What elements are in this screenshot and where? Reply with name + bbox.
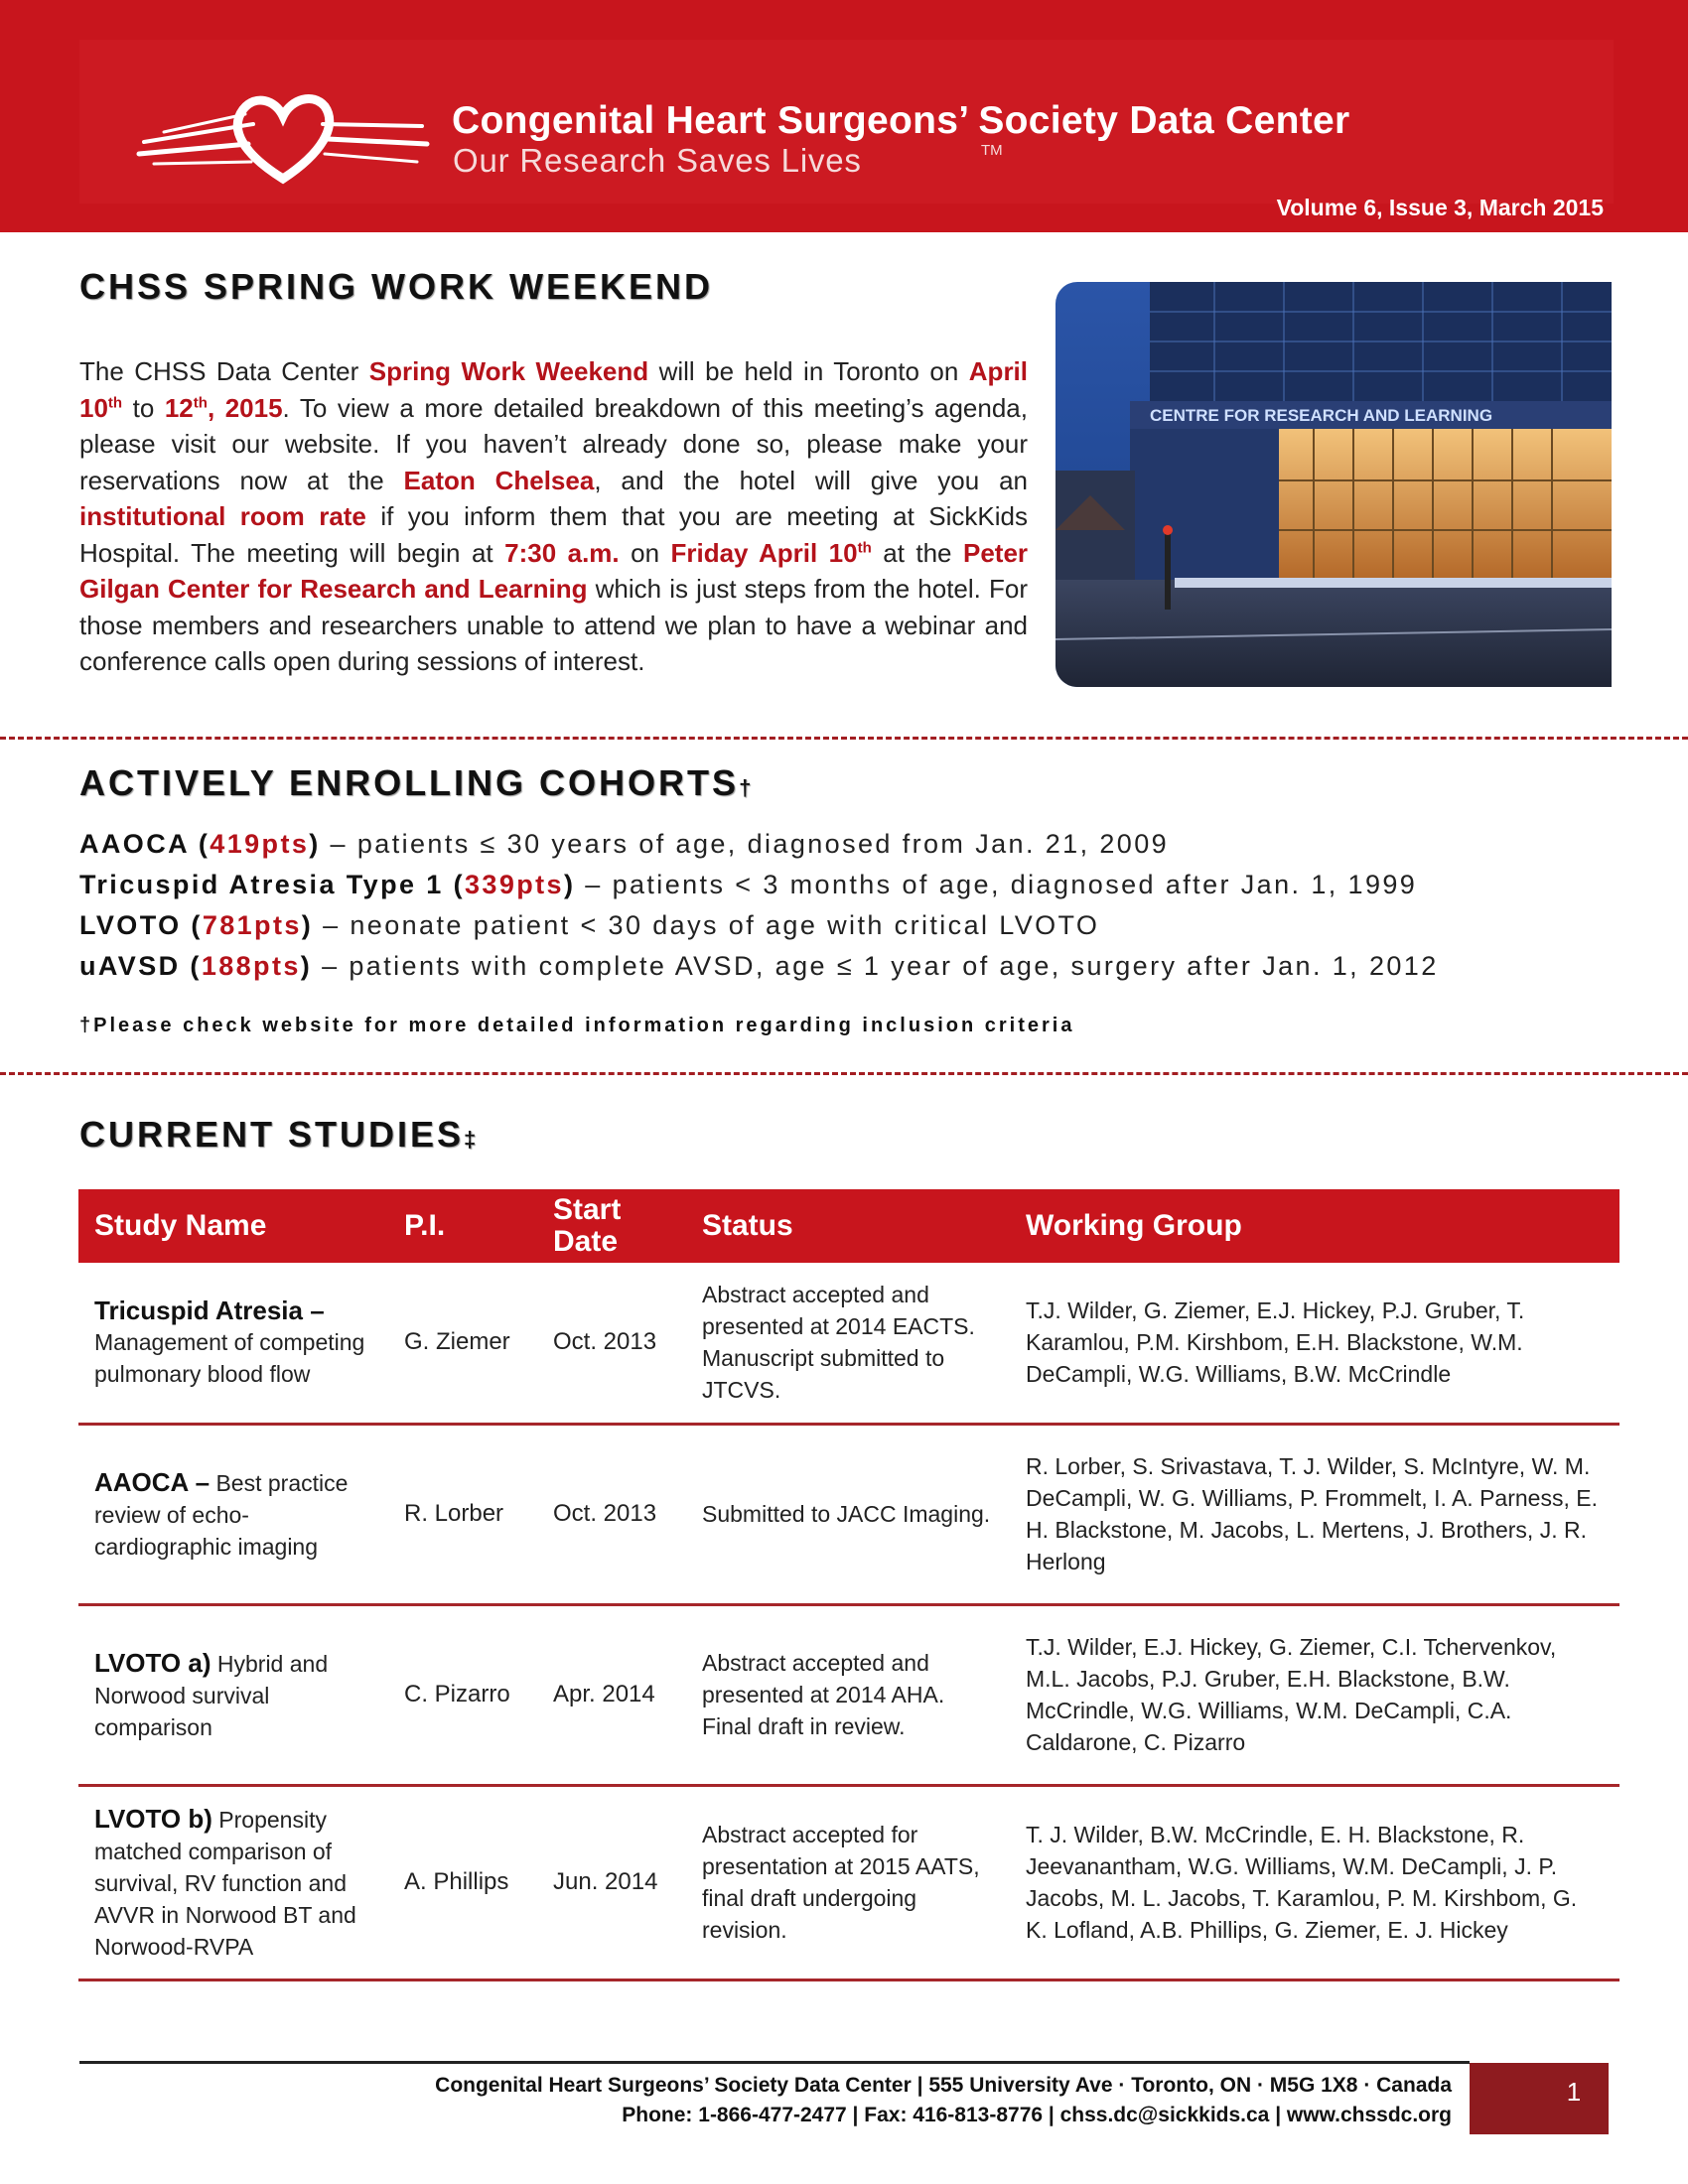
cohort-list — [79, 824, 1628, 987]
status-cell: Abstract accepted and presented at 2014 AHA. Final draft in review. — [686, 1604, 1010, 1785]
footer-phone: Phone: 1-866-477-2477 | Fax: 416-813-8776 | chss.dc@sickkids.ca | www.chssdc.org — [622, 2104, 1452, 2126]
study-name-cell: AAOCA – Best practice review of echo-cardiographic imaging — [78, 1424, 388, 1604]
pi-cell: R. Lorber — [388, 1424, 537, 1604]
start-date-cell: Oct. 2013 — [537, 1424, 686, 1604]
date-end: 12th, 2015 — [164, 392, 283, 423]
study-name-cell: LVOTO a) Hybrid and Norwood survival comparison — [78, 1604, 388, 1785]
start-time: 7:30 a.m. — [504, 537, 620, 568]
table-row — [78, 1424, 1619, 1604]
table-row — [78, 1785, 1619, 1979]
trademark: TM — [981, 142, 1003, 159]
table-row — [78, 1604, 1619, 1785]
column-header: Status — [686, 1189, 1010, 1263]
date-start: April 10th — [79, 356, 1029, 423]
column-header: Study Name — [78, 1189, 388, 1263]
hotel-name: Eaton Chelsea — [403, 465, 595, 495]
building-photo — [1055, 282, 1612, 687]
cohort-item: LVOTO (781pts) – neonate patient < 30 days of age with critical LVOTO — [79, 910, 1100, 940]
tagline: Our Research Saves Lives — [453, 142, 862, 179]
section-heading-cohorts: ACTIVELY ENROLLING COHORTS† — [79, 762, 755, 803]
start-date-cell: Oct. 2013 — [537, 1263, 686, 1424]
photo-sign: CENTRE FOR RESEARCH AND LEARNING — [1150, 406, 1493, 425]
cohort-item: AAOCA (419pts) – patients ≤ 30 years of age, diagnosed from Jan. 21, 2009 — [79, 829, 1170, 859]
room-rate: institutional room rate — [79, 501, 366, 531]
meeting-day: Friday April 10th — [670, 537, 872, 568]
column-header: Start Date — [537, 1189, 686, 1263]
working-group-cell: R. Lorber, S. Srivastava, T. J. Wilder, S. McIntyre, W. M. DeCampli, W. G. Williams, P. Frommelt, I. A. Parness, E. H. Blackstone, M. Jacobs, L. Mertens, J. Brothers, J. R. Herlong — [1010, 1424, 1619, 1604]
column-header: P.I. — [388, 1189, 537, 1263]
working-group-cell: T. J. Wilder, B.W. McCrindle, E. H. Blackstone, R. Jeevanantham, W.G. Williams, W.M. DeCampli, J. P. Jacobs, M. L. Jacobs, T. Karamlou, P. M. Kirshbom, G. K. Lofland, A.B. Phillips, G. Ziemer, E. J. Hickey — [1010, 1785, 1619, 1979]
page-number: 1 — [1566, 2077, 1582, 2107]
status-cell: Abstract accepted and presented at 2014 EACTS. Manuscript submitted to JTCVS. — [686, 1263, 1010, 1424]
heart-logo-icon — [134, 84, 432, 189]
issue-info: Volume 6, Issue 3, March 2015 — [1276, 195, 1604, 220]
status-cell: Submitted to JACC Imaging. — [686, 1424, 1010, 1604]
intro-paragraph: The CHSS Data Center Spring Work Weekend will be held in Toronto on April 10th to 12th, 2015. To view a more detailed breakdown of this meeting’s agenda, please visit our website. If you haven’t already done so, please make your reservations now at the Eaton Chelsea, and the hotel will give you an institutional room rate if you inform them that you are meeting at SickKids Hospital. The meeting will begin at 7:30 a.m. on Friday April 10th at the Peter Gilgan Center for Research and Learning which is just steps from the hotel. For those members and researchers unable to attend we plan to have a webinar and conference calls open during sessions of interest. — [79, 356, 1029, 676]
cohort-item: Tricuspid Atresia Type 1 (339pts) – patients < 3 months of age, diagnosed after Jan. 1, 1999 — [79, 870, 1418, 899]
table-header-row — [78, 1189, 1619, 1263]
footer-address: Congenital Heart Surgeons’ Society Data Center | 555 University Ave · Toronto, ON · M5G 1X8 · Canada — [435, 2074, 1452, 2097]
cohort-item: uAVSD (188pts) – patients with complete AVSD, age ≤ 1 year of age, surgery after Jan. 1, 2012 — [79, 951, 1439, 981]
working-group-cell: T.J. Wilder, G. Ziemer, E.J. Hickey, P.J. Gruber, T. Karamlou, P.M. Kirshbom, E.H. Blackstone, W.M. DeCampli, W.G. Williams, B.W. McCrindle — [1010, 1263, 1619, 1424]
cohort-footnote: †Please check website for more detailed information regarding inclusion criteria — [79, 1015, 1075, 1036]
footer-rule — [79, 2061, 1470, 2064]
footer-contact — [435, 2071, 1452, 2130]
pi-cell: A. Phillips — [388, 1785, 537, 1979]
study-name-cell: Tricuspid Atresia – Management of competing pulmonary blood flow — [78, 1263, 388, 1424]
status-cell: Abstract accepted for presentation at 2015 AATS, final draft undergoing revision. — [686, 1785, 1010, 1979]
pi-cell: G. Ziemer — [388, 1263, 537, 1424]
event-name: Spring Work Weekend — [368, 356, 649, 386]
section-divider — [0, 737, 1688, 740]
pi-cell: C. Pizarro — [388, 1604, 537, 1785]
studies-table — [78, 1189, 1619, 1981]
section-heading-studies: CURRENT STUDIES‡ — [79, 1114, 480, 1155]
venue-name: Peter Gilgan Center for Research and Learning — [79, 537, 1029, 604]
org-name: Congenital Heart Surgeons’ Society Data Center — [452, 99, 1350, 142]
start-date-cell: Apr. 2014 — [537, 1604, 686, 1785]
section-divider — [0, 1072, 1688, 1075]
working-group-cell: T.J. Wilder, E.J. Hickey, G. Ziemer, C.I. Tchervenkov, M.L. Jacobs, P.J. Gruber, E.H. Blackstone, B.W. McCrindle, W.G. Williams, W.M. DeCampli, C.A. Caldarone, C. Pizarro — [1010, 1604, 1619, 1785]
study-name-cell: LVOTO b) Propensity matched comparison of survival, RV function and AVVR in Norwood BT and Norwood-RVPA — [78, 1785, 388, 1979]
section-heading-work-weekend: CHSS SPRING WORK WEEKEND — [79, 266, 714, 307]
start-date-cell: Jun. 2014 — [537, 1785, 686, 1979]
column-header: Working Group — [1010, 1189, 1619, 1263]
table-row — [78, 1263, 1619, 1424]
